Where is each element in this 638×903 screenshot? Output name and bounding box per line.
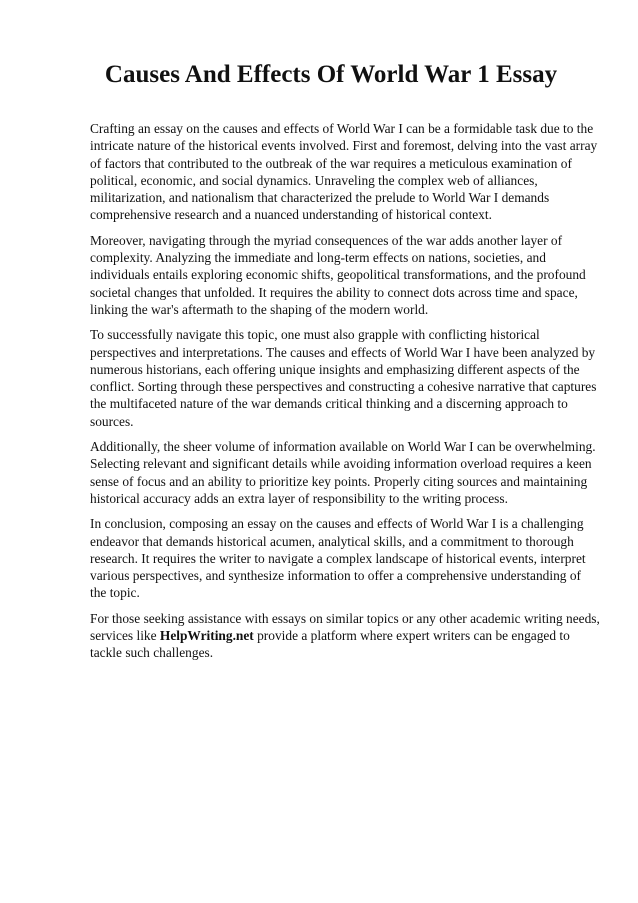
closing-paragraph: [90, 610, 600, 662]
essay-body: [90, 120, 600, 670]
closing-text-after: provide a platform where expert writers can be engaged to tackle such challenges.: [90, 628, 570, 661]
document-title: Causes And Effects Of World War 1 Essay: [104, 61, 558, 88]
paragraph-1: Crafting an essay on the causes and effects of World War I can be a formidable task due to the intricate nature of the historical events involved. First and foremost, delving into the vast array of factors that contributed to the outbreak of the war requires a meticulous examination of political, economic, and social dynamics. Unraveling the complex web of alliances, militarization, and nationalism that characterized the prelude to World War I demands comprehensive research and a nuanced understanding of historical context.: [90, 121, 598, 223]
paragraph-3: To successfully navigate this topic, one must also grapple with conflicting historical perspectives and interpretations. The causes and effects of World War I have been analyzed by numerous historians, each offering unique insights and emphasizing different aspects of the conflict. Sorting through these perspectives and constructing a cohesive narrative that captures the multifaceted nature of the war demands critical thinking and a discerning approach to sources.: [90, 327, 597, 429]
paragraph-5: In conclusion, composing an essay on the causes and effects of World War I is a challenging endeavor that demands historical acumen, analytical skills, and a commitment to thorough research. It requires the writer to navigate a complex landscape of historical events, interpret various perspectives, and synthesize information to offer a comprehensive understanding of the topic.: [90, 516, 586, 601]
paragraph-4: Additionally, the sheer volume of information available on World War I can be overwhelming. Selecting relevant and significant details while avoiding information overload requires a keen sense of focus and an ability to prioritize key points. Properly citing sources and maintaining historical accuracy adds an extra layer of responsibility to the writing process.: [90, 439, 596, 506]
closing-text-before: For those seeking assistance with essays on similar topics or any other academic writing needs, services like: [90, 610, 600, 644]
helpwriting-link[interactable]: HelpWriting.net: [159, 628, 254, 644]
paragraph-2: Moreover, navigating through the myriad consequences of the war adds another layer of complexity. Analyzing the immediate and long-term effects on nations, societies, and individuals entails exploring economic shifts, geopolitical transformations, and the profound societal changes that unfolded. It requires the ability to connect dots across time and space, linking the war's aftermath to the shaping of the modern world.: [90, 232, 586, 317]
